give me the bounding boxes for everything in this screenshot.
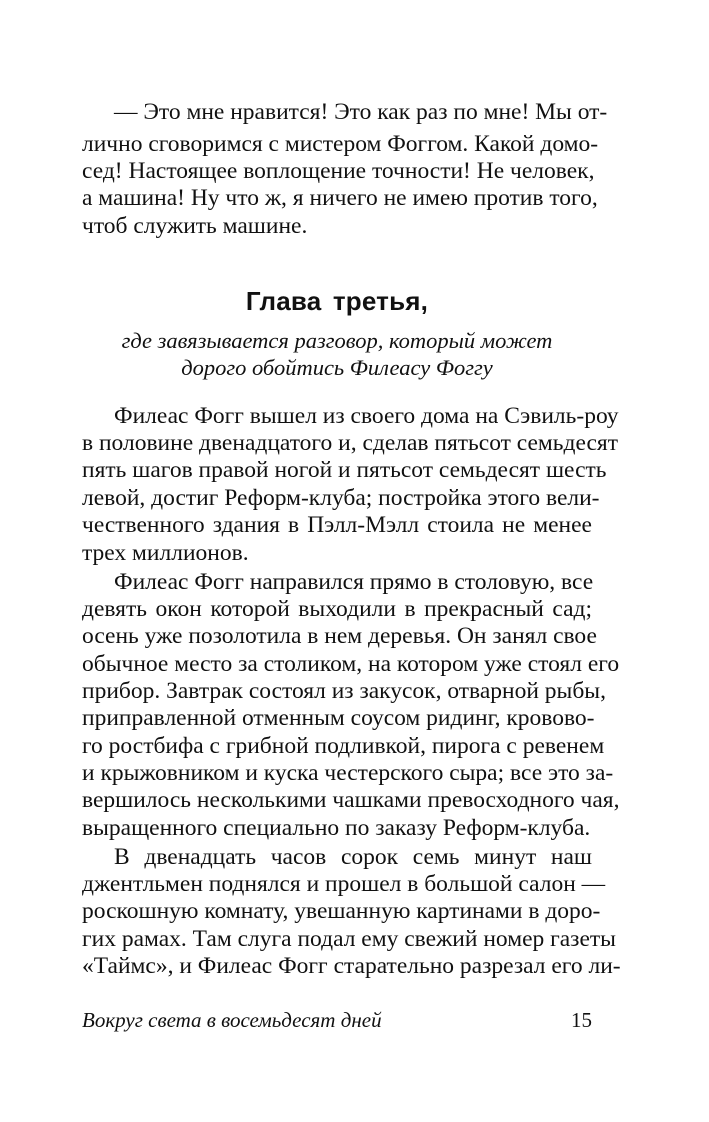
text-line: вершилось несколькими чашками превосходного чая, <box>82 787 620 813</box>
text-line: левой, достиг Реформ-клуба; постройка этого вели- <box>82 485 600 511</box>
text-line: Филеас Фогг направился прямо в столовую, все <box>114 569 594 595</box>
chapter-subtitle-line: дорого обойтись Филеасу Фоггу <box>181 355 493 380</box>
text-line: трех миллионов. <box>82 540 249 566</box>
text-line: Филеас Фогг вышел из своего дома на Сэвиль-роу <box>114 403 619 429</box>
text-line: джентльмен поднялся и прошел в большой салон — <box>82 871 606 897</box>
text-line: пять шагов правой ногой и пятьсот семьдесят шесть <box>82 457 607 483</box>
text-line: сед! Настоящее воплощение точности! Не человек, <box>82 158 595 184</box>
text-line: чтоб служить машине. <box>82 213 308 239</box>
text-line: «Таймс», и Филеас Фогг старательно разрезал его ли- <box>82 953 621 979</box>
text-line: приправленной отменным соусом ридинг, кровово- <box>82 705 595 731</box>
text-line: осень уже позолотила в нем деревья. Он занял свое <box>82 623 597 649</box>
text-line: обычное место за столиком, на котором уже стоял его <box>82 651 620 677</box>
text-line: в половине двенадцатого и, сделав пятьсот семьдесят <box>82 430 618 456</box>
chapter-heading: Глава третья, <box>245 286 429 316</box>
text-line: — Это мне нравится! Это как раз по мне! Мы от- <box>114 99 608 125</box>
text-line: выращенного специально по заказу Реформ-клуба. <box>82 815 591 841</box>
text-line: роскошную комнату, увешанную картинами в доро- <box>82 898 601 924</box>
chapter-subtitle-line: где завязывается разговор, который может <box>121 328 553 353</box>
text-line: гих рамах. Там слуга подал ему свежий номер газеты <box>82 926 616 952</box>
text-line: го ростбифа с грибной подливкой, пирога с ревенем <box>82 733 605 759</box>
text-line: прибор. Завтрак состоял из закусок, отварной рыбы, <box>82 678 606 704</box>
text-line: а машина! Ну что ж, я ничего не имею против того, <box>82 185 598 211</box>
text-line: и крыжовником и куска честерского сыра; все это за- <box>82 760 614 786</box>
text-line: чественного здания в Пэлл-Мэлл стоила не менее <box>82 512 592 538</box>
running-footer-title: Вокруг света в восемьдесят дней <box>82 1008 382 1032</box>
page-number: 15 <box>571 1008 592 1032</box>
text-line: девять окон которой выходили в прекрасный сад; <box>82 596 592 622</box>
text-line: лично сговоримся с мистером Фоггом. Какой домо- <box>82 131 599 157</box>
text-line: В двенадцать часов сорок семь минут наш <box>114 844 592 870</box>
